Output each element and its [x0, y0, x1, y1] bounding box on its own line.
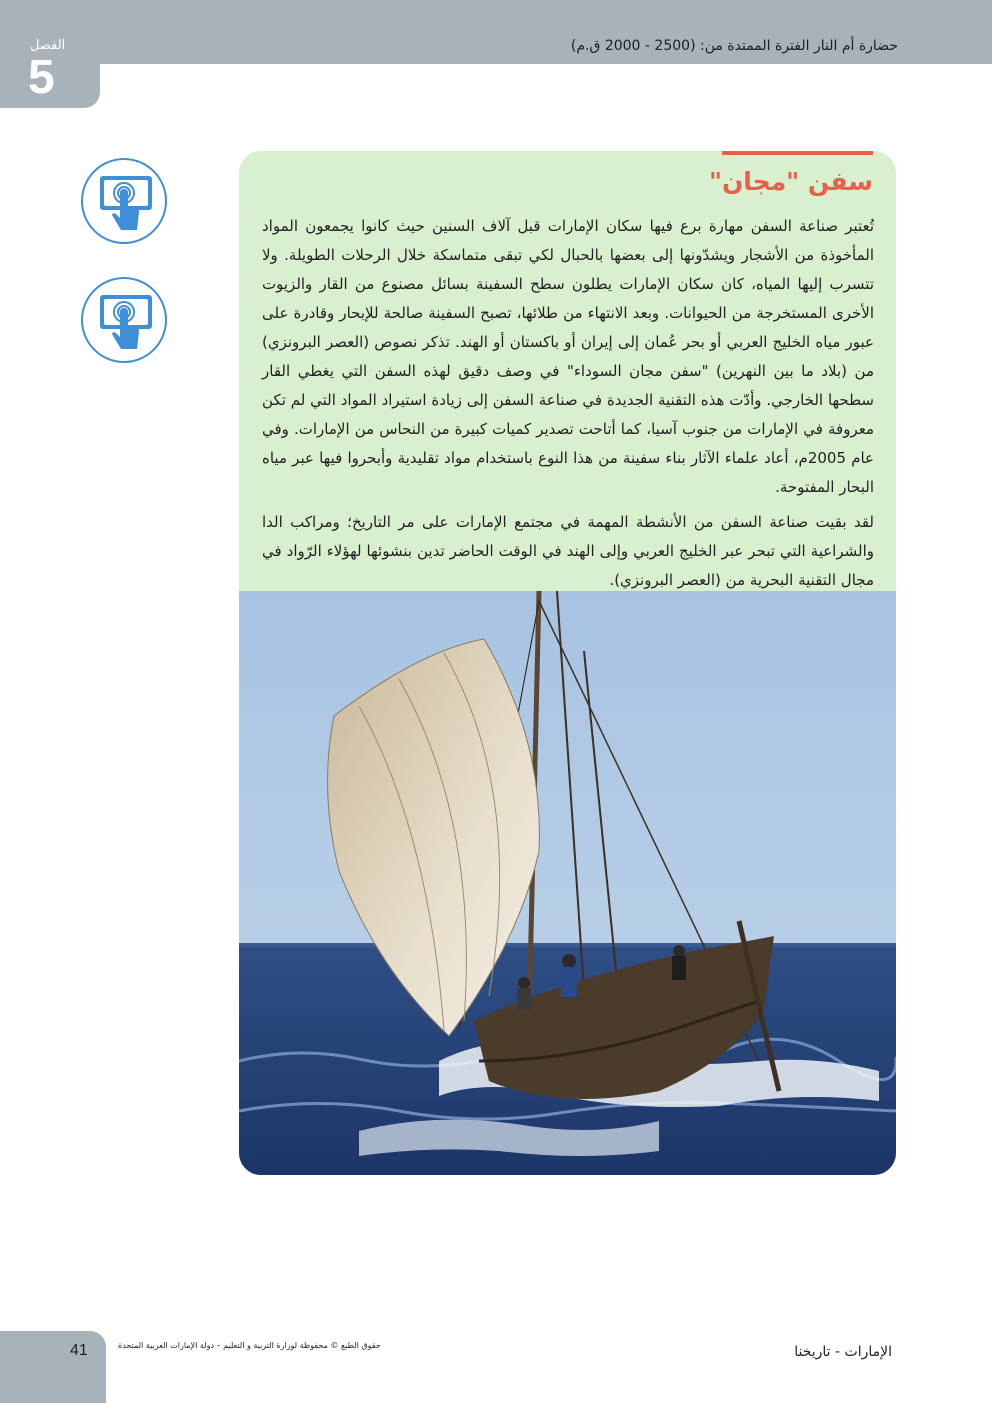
boat-photo — [239, 591, 896, 1175]
article-paragraph: تُعتبر صناعة السفن مهارة برع فيها سكان الإمارات قبل آلاف السنين حيث كانوا يجمعون المواد المأخوذة من الأشجار ويشدّونها إلى بعضها بالحبال لكي تبقى متماسكة خلال الرحلات الطويلة. ولا تتسرب إليها المياه، كان سكان الإمارات يطلون سطح السفينة بسائل مصنوع من القار والزيوت الأخرى المستخرجة من الحيوانات. وبعد الانتهاء من طلائها، تصبح السفينة صالحة للإبحار وقادرة على عبور مياه الخليج العربي أو بحر عُمان إلى إيران أو باكستان أو الهند. تذكر نصوص (العصر البرونزي) من (بلاد ما بين النهرين) "سفن مجان السوداء" في وصف دقيق لهذه السفن التي يغطي القار سطحها الخارجي. وأدّت هذه التقنية الجديدة في صناعة السفن إلى زيادة استيراد المواد التي لم تكن معروفة في الإمارات من جنوب آسيا، كما أتاحت تصدير كميات كبيرة من النحاس من الإمارات. وفي عام 2005م، أعاد علماء الآثار بناء سفينة من هذا النوع باستخدام مواد تقليدية وأبحروا فيها عبر مياه البحار المفتوحة. — [262, 217, 875, 496]
footer-tab — [0, 1331, 106, 1403]
article-title: سفن "مجان" — [708, 167, 873, 196]
book-title: الإمارات - تاريخنا — [794, 1344, 892, 1360]
page-number: 41 — [70, 1342, 88, 1359]
header-band — [0, 0, 992, 64]
touch-screen-icon[interactable] — [81, 277, 167, 363]
page-header-title: حضارة أم النار الفترة الممتدة من: (2500 - 2000 ق.م) — [570, 38, 898, 54]
touch-screen-icon[interactable] — [81, 158, 167, 244]
copyright-notice: حقوق الطبع © محفوظة لوزارة التربية و التعليم – دولة الإمارات العربية المتحدة — [118, 1341, 381, 1350]
article-paragraph: لقد بقيت صناعة السفن من الأنشطة المهمة في مجتمع الإمارات على مر التاريخ؛ ومراكب الدا والشراعية التي تبحر عبر الخليج العربي وإلى الهند في الوقت الحاضر تدين بنشوئها لهؤلاء الرّواد في مجال التقنية البحرية من (العصر البرونزي). — [262, 513, 874, 589]
title-accent-bar — [722, 151, 873, 155]
article-body — [262, 212, 874, 601]
chapter-number: 5 — [28, 51, 55, 104]
chapter-label: الفصل — [30, 38, 66, 53]
